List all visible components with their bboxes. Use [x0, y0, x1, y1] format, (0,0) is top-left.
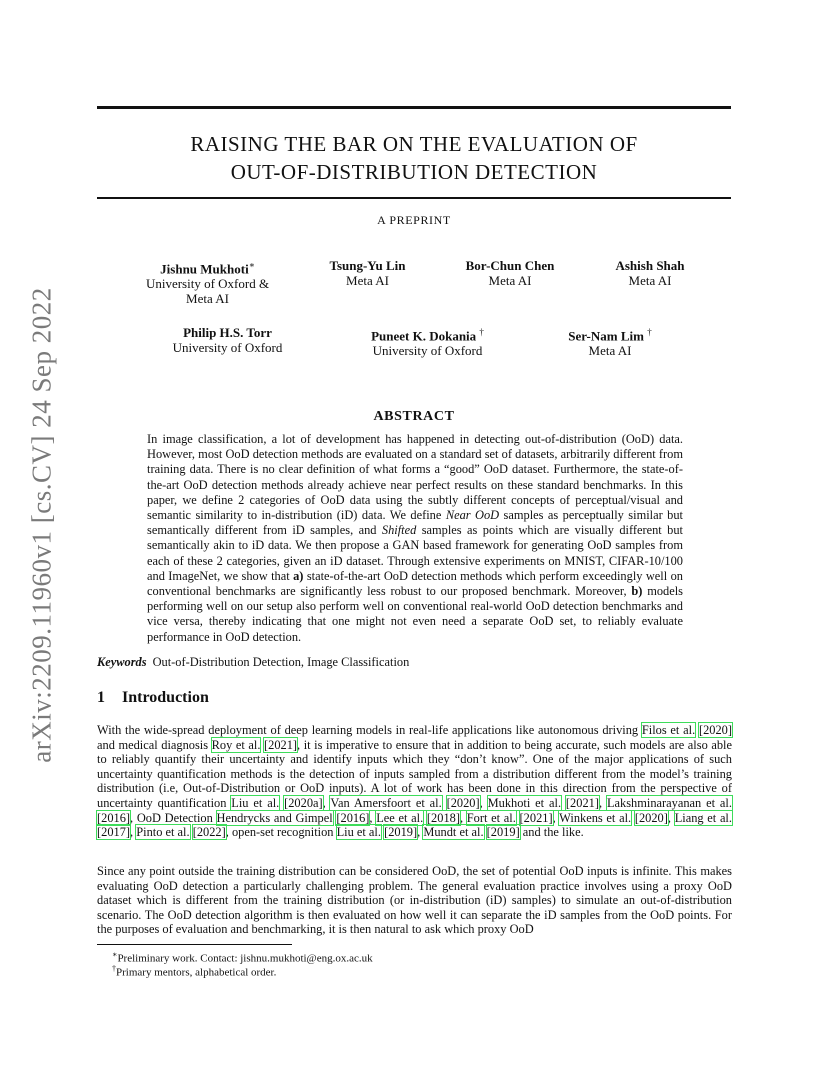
- citation-link[interactable]: Lee et al.: [376, 810, 424, 825]
- section-number: 1: [97, 689, 105, 706]
- citation-link[interactable]: [2020]: [698, 723, 732, 737]
- author-name: Jishnu Mukhoti: [160, 261, 249, 277]
- author-block: [540, 325, 680, 358]
- footnote-rule: [97, 944, 292, 945]
- abstract-text: In image classification, a lot of development has happened in detecting out-of-distribution (OoD) data. However, most OoD detection methods are evaluated on a standard set of datasets, arbitrarily different from training data. There is no clear definition of what forms a “good” OoD dataset. Furthermore, the state-of-the-art OoD detection methods already achieve near perfect results on these standard benchmarks. In this paper, we define 2 categories of OoD data using the subtly different concepts of perceptual/visual and semantic similarity to in-distribution (iD) data. We define Near OoD samples as perceptually similar but semantically different from iD samples, and Shifted samples as points which are visually different but semantically akin to iD data. We then propose a GAN based framework for generating OoD samples from each of these 2 categories, given an iD dataset. Through extensive experiments on MNIST, CIFAR-10/100 and ImageNet, we show that a) state-of-the-art OoD detection methods which perform exceedingly well on conventional benchmarks are significantly less robust to our proposed benchmark. Moreover, b) models performing well on our setup also perform well on conventional real-world OoD detection benchmarks and vice versa, thereby indicating that one might not even need a separate OoD set, to reliably evaluate performance in OoD detection.: [147, 432, 684, 644]
- title-line-1: RAISING THE BAR ON THE EVALUATION OF: [190, 132, 638, 156]
- citation-link[interactable]: [2016]: [336, 810, 370, 825]
- author-name: Ashish Shah: [615, 258, 685, 273]
- author-mark: †: [647, 327, 652, 337]
- citation-link[interactable]: Pinto et al.: [136, 825, 190, 840]
- author-mark: ∗: [248, 260, 255, 270]
- citation-link[interactable]: [2020]: [634, 810, 668, 825]
- author-affiliation: Meta AI: [628, 273, 672, 288]
- section-title: Introduction: [122, 689, 209, 706]
- author-name: Philip H.S. Torr: [183, 325, 272, 340]
- citation-link[interactable]: [2019]: [384, 825, 418, 840]
- citation-link[interactable]: Roy et al.: [211, 737, 261, 752]
- author-mark: †: [479, 327, 484, 337]
- author-name: Bor-Chun Chen: [465, 258, 555, 273]
- footnote-mark: †: [112, 964, 116, 973]
- finding-a-marker: a): [293, 568, 304, 583]
- citation-link[interactable]: [2020a]: [284, 795, 323, 810]
- citation-link[interactable]: [2021]: [264, 737, 298, 752]
- term-shifted: Shifted: [381, 523, 417, 538]
- citation-link[interactable]: [2016]: [97, 810, 131, 825]
- author-block: [155, 325, 300, 355]
- keywords-label: Keywords: [97, 655, 147, 669]
- term-near-ood: Near OoD: [445, 508, 500, 523]
- finding-b-marker: b): [631, 584, 643, 599]
- citation-link[interactable]: [2019]: [486, 825, 520, 840]
- footnote: [112, 962, 276, 980]
- title-top-rule: [97, 106, 731, 109]
- author-name: Puneet K. Dokania: [371, 328, 477, 344]
- author-block: [440, 258, 580, 288]
- citation-link[interactable]: Liang et al.: [674, 810, 732, 825]
- citation-link[interactable]: Liu et al.: [336, 825, 381, 840]
- author-affiliation: Meta AI: [588, 343, 632, 359]
- title-bottom-rule: [97, 197, 731, 199]
- citation-link[interactable]: [2022]: [192, 825, 226, 840]
- footnote-text: Preliminary work. Contact: jishnu.mukhoti@eng.ox.ac.uk: [117, 952, 373, 965]
- citation-link[interactable]: [2021]: [519, 810, 553, 825]
- keywords-text: Out-of-Distribution Detection, Image Classification: [152, 655, 410, 669]
- citation-link[interactable]: [2018]: [426, 810, 460, 825]
- footnote-mark: ∗: [112, 950, 118, 959]
- keywords-line: [97, 655, 731, 670]
- section-heading: [97, 689, 209, 707]
- citation-link[interactable]: [2020]: [446, 795, 480, 810]
- citation-link[interactable]: Liu et al.: [231, 795, 280, 810]
- author-block: [345, 325, 510, 358]
- paper-title: [97, 130, 731, 186]
- author-affiliation-2: Meta AI: [186, 291, 229, 307]
- citation-link[interactable]: Lakshminarayanan et al.: [606, 795, 732, 810]
- preprint-label: A PREPRINT: [377, 213, 451, 227]
- citation-link[interactable]: [2017]: [97, 825, 131, 840]
- author-block: [580, 258, 720, 288]
- citation-link[interactable]: Mukhoti et al.: [487, 795, 562, 810]
- citation-link[interactable]: Van Amersfoort et al.: [330, 795, 442, 810]
- citation-link[interactable]: Mundt et al.: [423, 825, 484, 840]
- citation-link[interactable]: Filos et al.: [641, 723, 696, 737]
- arxiv-id-text: arXiv:2209.11960v1 [cs.CV] 24 Sep 2022: [26, 287, 57, 763]
- author-affiliation: Meta AI: [346, 273, 389, 288]
- citation-link[interactable]: Winkens et al.: [559, 810, 632, 825]
- intro-paragraph-1: With the wide-spread deployment of deep learning models in real-life applications like autonomous driving Filos et al. [2020] and medical diagnosis Roy et al. [2021], it is imperative to ensure that in addition to being accurate, such models are also able to reliably quantify their uncertainty and identify inputs which they “don’t know”. One of the major applications of such uncertainty quantification methods is the detection of inputs sampled from a distribution different from the model’s training distribution (i.e, Out-of-Distribution or OoD inputs). A lot of work has been done in this direction from the perspective of uncertainty quantification Liu et al. [2020a], Van Amersfoort et al. [2020], Mukhoti et al. [2021], Lakshminarayanan et al. [2016], OoD Detection Hendrycks and Gimpel [2016], Lee et al. [2018], Fort et al. [2021], Winkens et al. [2020], Liang et al. [2017], Pinto et al. [2022], open-set recognition Liu et al. [2019], Mundt et al. [2019] and the like.: [97, 723, 732, 840]
- author-name: Ser-Nam Lim: [568, 328, 644, 344]
- author-affiliation: University of Oxford: [172, 340, 283, 355]
- intro-paragraph-2: Since any point outside the training distribution can be considered OoD, the set of potential OoD inputs is infinite. This makes evaluating OoD detection a particularly challenging problem. The general evaluation practice involves using a proxy OoD dataset which is different from the training distribution (or in-distribution (iD) samples) to simulate an out-of-distribution scenario. The OoD detection algorithm is then evaluated on how well it can separate the iD samples from the OoD points. For the purposes of evaluation and benchmarking, it is then natural to ask which proxy OoD: [97, 864, 732, 937]
- author-affiliation: Meta AI: [488, 273, 532, 288]
- author-affiliation: University of Oxford &: [145, 276, 270, 292]
- citation-link[interactable]: Hendrycks and Gimpel: [216, 810, 333, 825]
- author-block: [300, 258, 435, 288]
- citation-link[interactable]: Fort et al.: [466, 810, 516, 825]
- author-name: Tsung-Yu Lin: [329, 258, 406, 273]
- abstract-heading: ABSTRACT: [373, 409, 455, 424]
- citation-link[interactable]: [2021]: [565, 795, 599, 810]
- author-affiliation: University of Oxford: [372, 343, 483, 359]
- author-block: [130, 258, 285, 306]
- footnote-text: Primary mentors, alphabetical order.: [116, 966, 277, 979]
- title-line-2: OUT-OF-DISTRIBUTION DETECTION: [230, 160, 598, 184]
